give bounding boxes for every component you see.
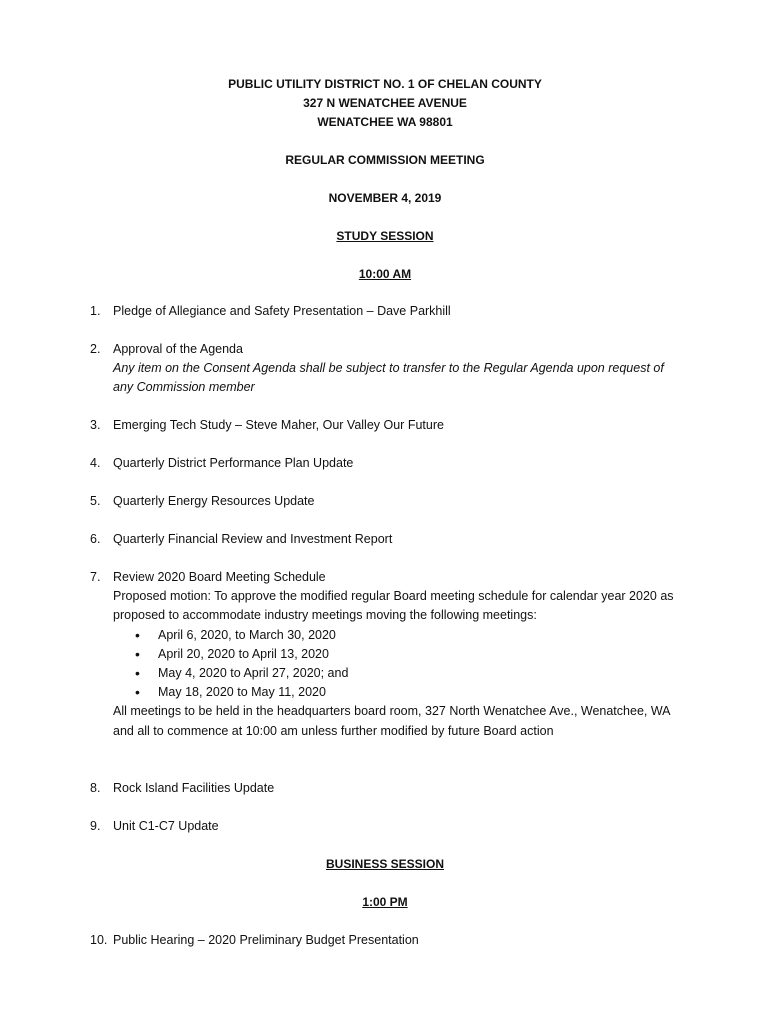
agenda-item-8 bbox=[90, 779, 690, 798]
motion-closing: All meetings to be held in the headquarters board room, 327 North Wenatchee Ave., Wenatchee, WA and all to commence at 10:00 am unless further modified by future Board action bbox=[113, 704, 670, 738]
item-title: Quarterly Energy Resources Update bbox=[113, 494, 315, 508]
item-number: 9. bbox=[90, 819, 101, 833]
item-number: 8. bbox=[90, 781, 101, 795]
item-title: Quarterly Financial Review and Investment Report bbox=[113, 532, 393, 546]
item-title: Pledge of Allegiance and Safety Presentation – Dave Parkhill bbox=[113, 304, 451, 318]
business-session-time: 1:00 PM bbox=[362, 895, 408, 909]
org-name: PUBLIC UTILITY DISTRICT NO. 1 OF CHELAN COUNTY bbox=[228, 77, 542, 91]
agenda-item-1 bbox=[90, 302, 690, 321]
item-number: 5. bbox=[90, 494, 101, 508]
list-item: • May 18, 2020 to May 11, 2020 bbox=[113, 683, 690, 702]
list-item: • April 6, 2020, to March 30, 2020 bbox=[113, 626, 690, 645]
agenda-item-2 bbox=[90, 340, 690, 398]
business-session-heading: BUSINESS SESSION bbox=[325, 857, 445, 871]
consent-agenda-note: Any item on the Consent Agenda shall be subject to transfer to the Regular Agenda upon request of any Commission member bbox=[113, 361, 664, 395]
agenda-item-7 bbox=[90, 568, 690, 741]
agenda-item-10 bbox=[90, 931, 690, 950]
street-address: 327 N WENATCHEE AVENUE bbox=[303, 96, 467, 110]
city-address: WENATCHEE WA 98801 bbox=[317, 115, 453, 129]
proposed-motion: Proposed motion: To approve the modified regular Board meeting schedule for calendar year 2020 as proposed to accommodate industry meetings moving the following meetings: bbox=[113, 589, 674, 623]
item-number: 7. bbox=[90, 570, 101, 584]
list-item: • April 20, 2020 to April 13, 2020 bbox=[113, 645, 690, 664]
item-number: 4. bbox=[90, 456, 101, 470]
item-number: 6. bbox=[90, 532, 101, 546]
item-title: Quarterly District Performance Plan Update bbox=[113, 456, 354, 470]
study-session-time: 10:00 AM bbox=[358, 267, 412, 281]
item-title: Rock Island Facilities Update bbox=[113, 781, 275, 795]
agenda-item-9 bbox=[90, 817, 690, 836]
meeting-title: REGULAR COMMISSION MEETING bbox=[285, 153, 485, 167]
item-title: Emerging Tech Study – Steve Maher, Our Valley Our Future bbox=[113, 418, 444, 432]
item-title: Unit C1-C7 Update bbox=[113, 819, 219, 833]
agenda-item-6 bbox=[90, 530, 690, 549]
meeting-change-list bbox=[113, 626, 690, 703]
study-session-heading: STUDY SESSION bbox=[336, 229, 434, 243]
item-number: 1. bbox=[90, 304, 101, 318]
list-item: • May 4, 2020 to April 27, 2020; and bbox=[113, 664, 690, 683]
item-number: 3. bbox=[90, 418, 101, 432]
agenda-item-5 bbox=[90, 492, 690, 511]
item-number: 10. bbox=[90, 933, 108, 947]
item-title: Review 2020 Board Meeting Schedule bbox=[113, 570, 326, 584]
item-number: 2. bbox=[90, 342, 101, 356]
meeting-date: NOVEMBER 4, 2019 bbox=[328, 191, 442, 205]
agenda-item-4 bbox=[90, 454, 690, 473]
item-title: Public Hearing – 2020 Preliminary Budget Presentation bbox=[113, 933, 419, 947]
item-title: Approval of the Agenda bbox=[113, 342, 243, 356]
agenda-item-3 bbox=[90, 416, 690, 435]
